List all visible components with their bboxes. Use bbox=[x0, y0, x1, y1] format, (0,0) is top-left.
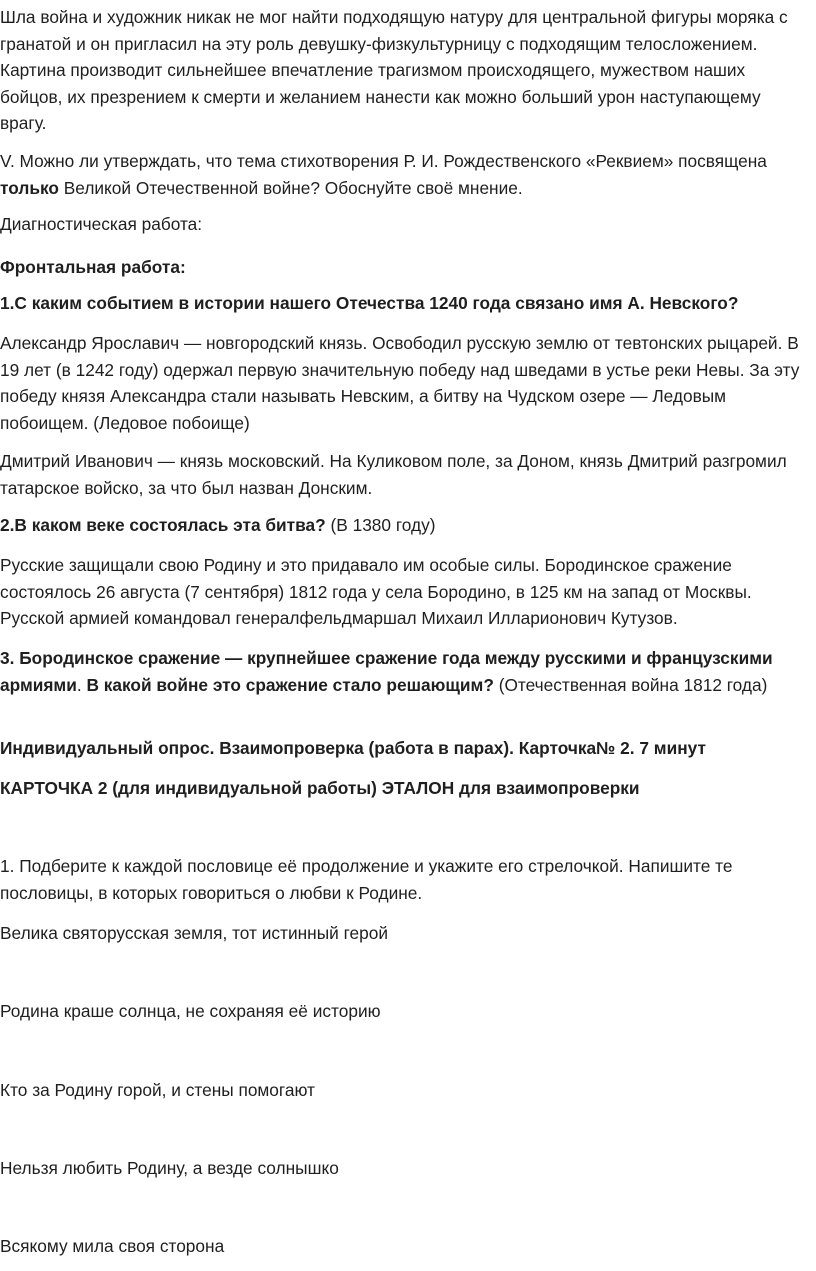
task-1-instructions: 1. Подберите к каждой пословице её продолжение и укажите его стрелочкой. Напишите те пословицы, в которых говориться о любви к Родине. bbox=[0, 856, 733, 903]
proverb-line-3: Кто за Родину горой, и стены помогают bbox=[0, 1080, 315, 1100]
proverb-line-5: Всякому мила своя сторона bbox=[0, 1236, 225, 1256]
proverb-line-4: Нельзя любить Родину, а везде солнышко bbox=[0, 1158, 339, 1178]
question-v-text-start: V. Можно ли утверждать, что тема стихотворения Р. И. Рождественского «Реквием» посвящена bbox=[0, 151, 767, 171]
question-v bbox=[0, 148, 808, 201]
paragraph-borodino: Русские защищали свою Родину и это придавало им особые силы. Бородинское сражение состоялось 26 августа (7 сентября) 1812 года у села Бородино, в 125 км на запад от Москвы. Русской армией командовал генералфельдмаршал Михаил Илларионович Кутузов. bbox=[0, 555, 752, 628]
frontal-work-heading bbox=[0, 254, 808, 281]
question-2-answer: (В 1380 году) bbox=[325, 515, 436, 535]
frontal-work-heading-text: Фронтальная работа: bbox=[0, 257, 186, 277]
paragraph-nevsky: Александр Ярославич — новгородский князь. Освободил русскую землю от тевтонских рыцарей. В 19 лет (в 1242 году) одержал первую значительную победу над шведами в устье реки Невы. За эту победу князя Александра стали называть Невским, а битву на Чудском озере — Ледовым побоищем. (Ледовое побоище) bbox=[0, 333, 800, 433]
individual-survey-heading-text: Индивидуальный опрос. Взаимопроверка (работа в парах). Карточка№ 2. 7 минут bbox=[0, 738, 706, 758]
proverb-line-1: Велика святорусская земля, тот истинный герой bbox=[0, 923, 388, 943]
question-1-text: 1.С каким событием в истории нашего Отечества 1240 года связано имя А. Невского? bbox=[0, 293, 739, 313]
question-2 bbox=[0, 512, 808, 539]
question-1 bbox=[0, 290, 808, 317]
card-2-heading-text: КАРТОЧКА 2 (для индивидуальной работы) ЭТАЛОН для взаимопроверки bbox=[0, 778, 640, 798]
paragraph-painting-story: Шла война и художник никак не мог найти подходящую натуру для центральной фигуры моряка с гранатой и он пригласил на эту роль девушку-физкультурницу с подходящим телосложением. Картина производит сильнейшее впечатление трагизмом происходящего, мужеством наших бойцов, их презрением к смерти и желанием нанести как можно больший урон наступающему врагу. bbox=[0, 7, 788, 133]
card-2-heading bbox=[0, 775, 808, 802]
paragraph-donskoy: Дмитрий Иванович — князь московский. На Куликовом поле, за Доном, князь Дмитрий разгромил татарское войско, за что был назван Донским. bbox=[0, 451, 787, 498]
question-2-text: 2.В каком веке состоялась эта битва? bbox=[0, 515, 326, 535]
question-3-statement: 3. Бородинское сражение — крупнейшее сражение года между русскими и французскими армиями bbox=[0, 648, 773, 695]
question-3 bbox=[0, 645, 808, 698]
individual-survey-heading bbox=[0, 735, 808, 762]
question-3-answer: (Отечественная война 1812 года) bbox=[493, 674, 768, 695]
proverb-line-2: Родина краше солнца, не сохраняя её историю bbox=[0, 1001, 381, 1021]
question-v-emphasis: только bbox=[0, 177, 59, 198]
question-3-separator: . bbox=[76, 674, 87, 695]
question-3-question: В какой войне это сражение стало решающим? bbox=[86, 674, 494, 695]
diagnostic-work-heading: Диагностическая работа: bbox=[0, 214, 203, 234]
question-v-text-end: Великой Отечественной войне? Обоснуйте своё мнение. bbox=[58, 177, 523, 198]
